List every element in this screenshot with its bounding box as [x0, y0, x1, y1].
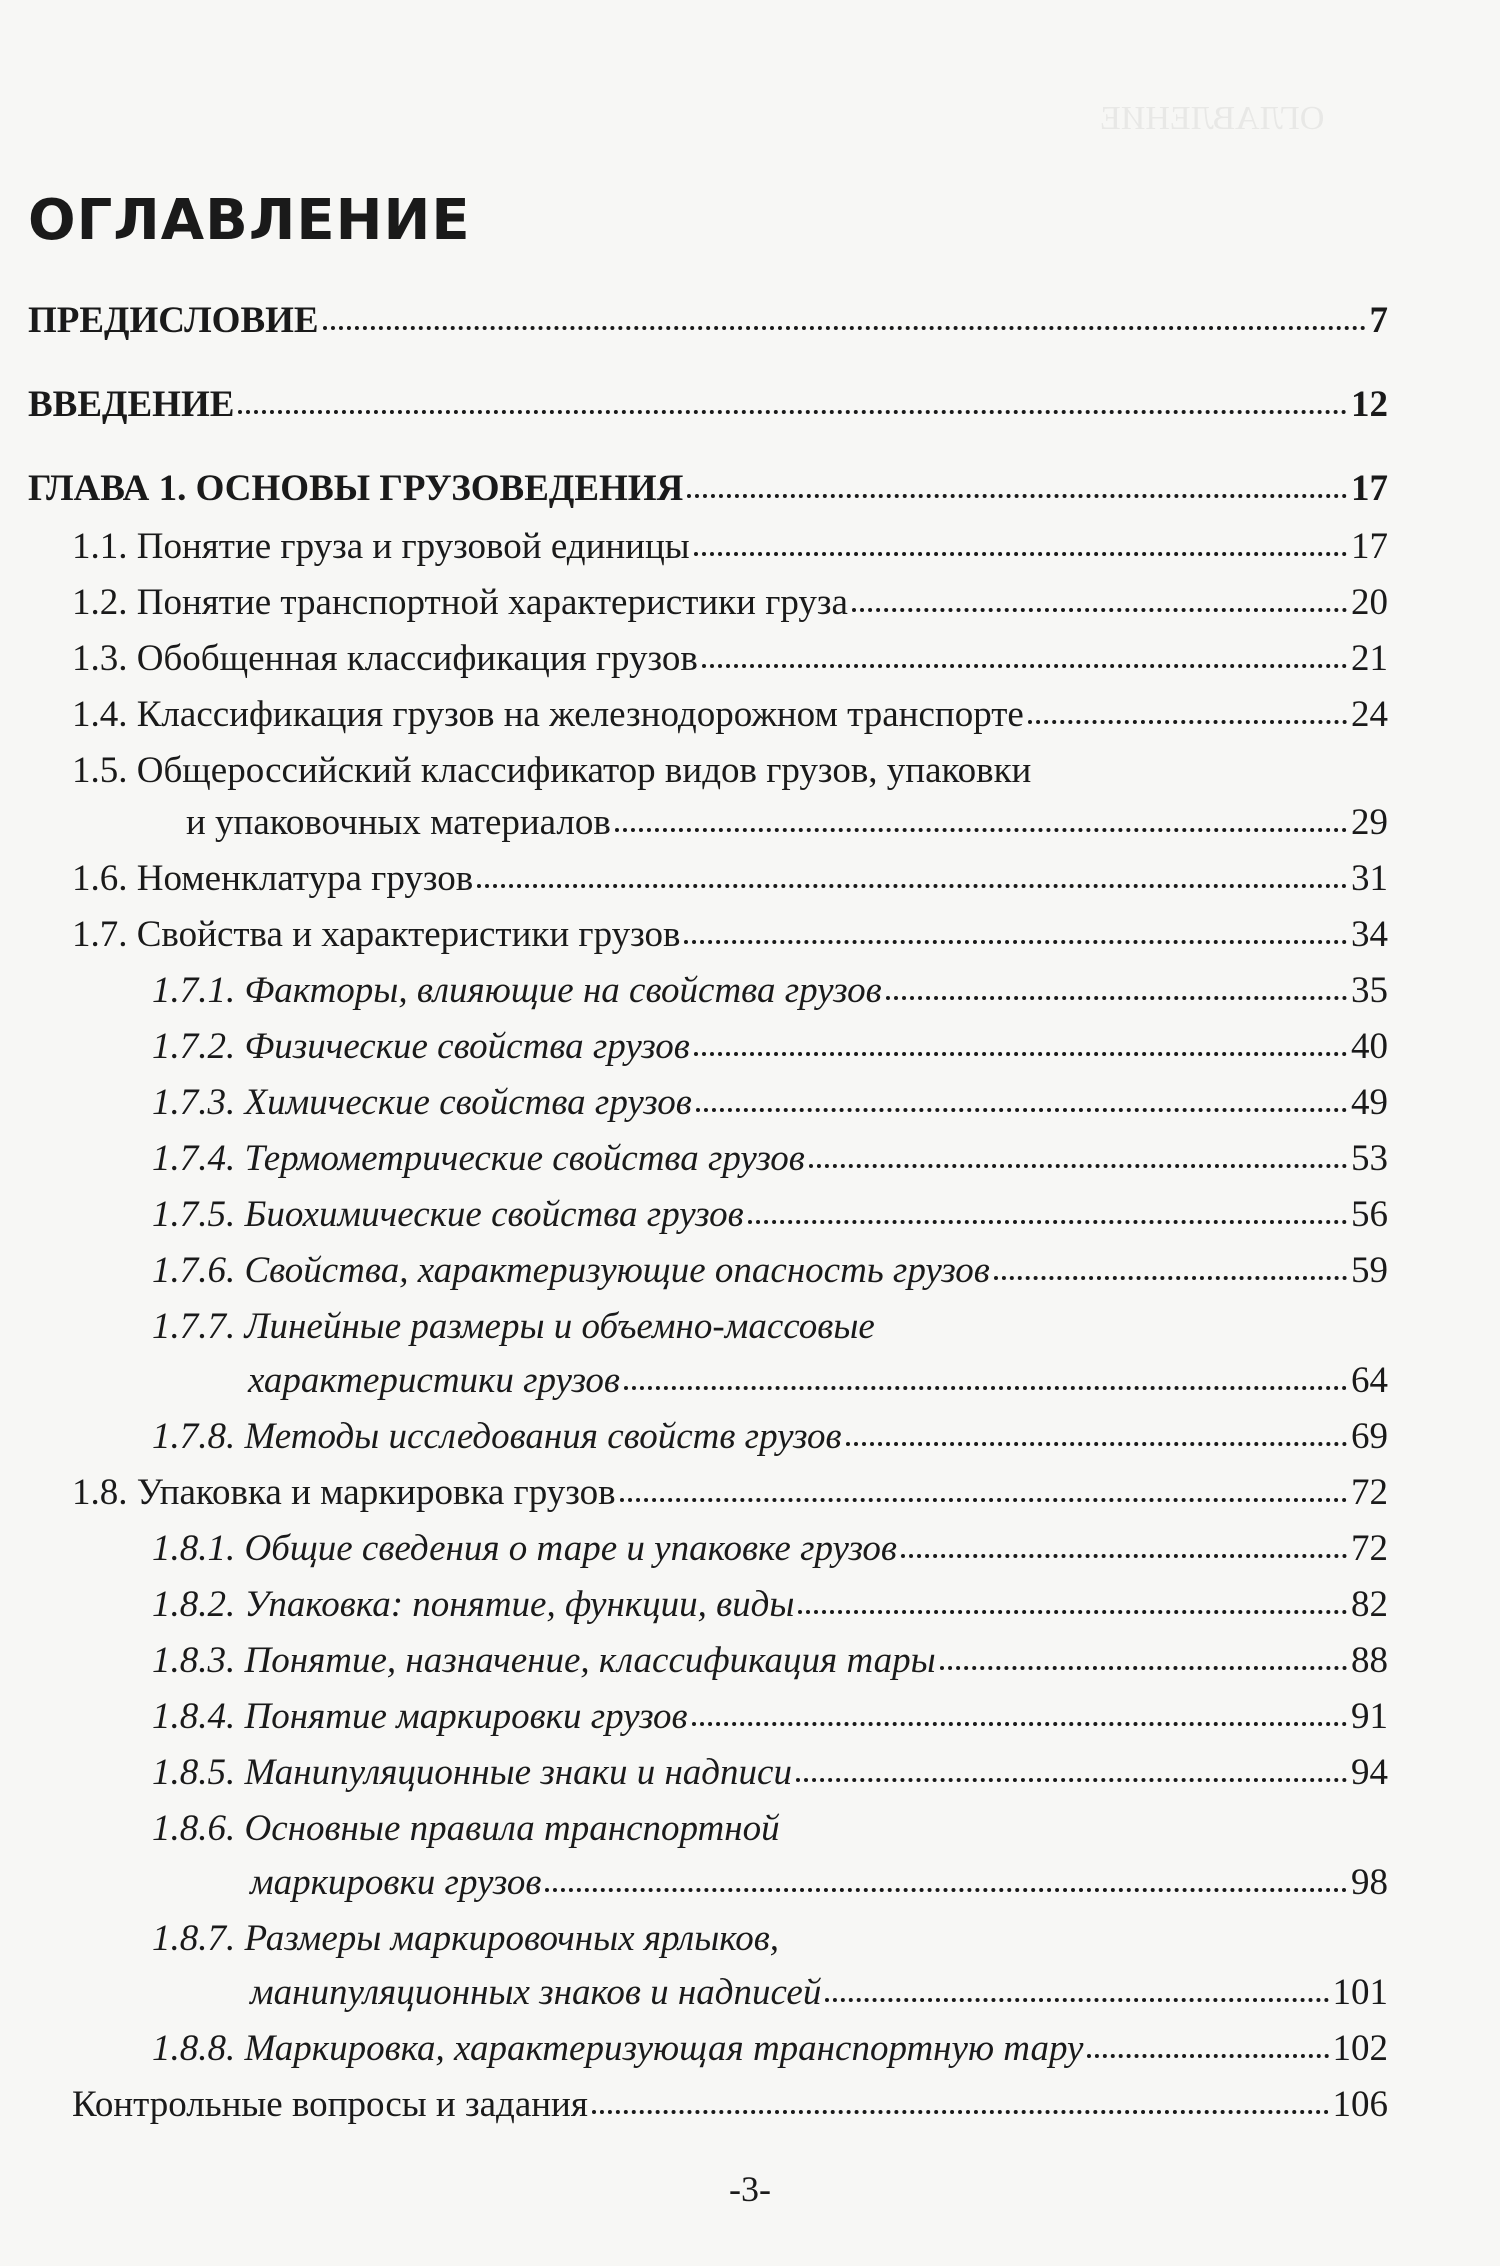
toc-entry-page: 31 — [1351, 858, 1388, 899]
toc-entry-page: 106 — [1332, 2084, 1388, 2125]
toc-entry[interactable] — [28, 302, 1388, 339]
toc-entry-title: 1.7.6. Свойства, характеризующие опасность грузов — [152, 1250, 990, 1291]
toc-entry-page: 98 — [1351, 1862, 1388, 1903]
toc-entry-page: 59 — [1351, 1250, 1388, 1291]
toc-entry-title-line1: 1.5. Общероссийский классификатор видов грузов, упаковки — [72, 750, 1032, 791]
toc-entry[interactable] — [152, 1084, 1388, 1121]
toc-entry-page: 35 — [1351, 970, 1388, 1011]
toc-entry[interactable] — [72, 528, 1388, 565]
toc-entry[interactable] — [72, 1474, 1388, 1511]
toc-entry-page: 82 — [1351, 1584, 1388, 1625]
dot-leader — [1028, 720, 1347, 724]
toc-entry[interactable] — [152, 1642, 1388, 1679]
toc-entry-page: 53 — [1351, 1138, 1388, 1179]
toc-entry[interactable] — [152, 1196, 1388, 1233]
toc-entry-title: 1.7.3. Химические свойства грузов — [152, 1082, 692, 1123]
toc-entry-title: маркировки грузов — [250, 1862, 542, 1903]
page-number: -3- — [729, 2169, 771, 2209]
toc-entry[interactable] — [28, 386, 1388, 423]
dot-leader — [809, 1164, 1347, 1168]
dot-leader — [798, 1610, 1347, 1614]
toc-entry[interactable] — [72, 860, 1388, 897]
toc-entry[interactable] — [152, 1418, 1388, 1455]
toc-entry-title: ВВЕДЕНИЕ — [28, 384, 235, 425]
toc-entry[interactable] — [248, 1362, 1388, 1399]
toc-entry[interactable] — [250, 1974, 1388, 2011]
dot-leader — [696, 1108, 1347, 1112]
toc-entry-title: манипуляционных знаков и надписей — [250, 1972, 822, 2013]
dot-leader — [852, 608, 1347, 612]
toc-entry-title: ГЛАВА 1. ОСНОВЫ ГРУЗОВЕДЕНИЯ — [28, 468, 684, 509]
toc-entry[interactable] — [152, 1252, 1388, 1289]
toc-entry[interactable] — [72, 584, 1388, 621]
toc-entry-page: 29 — [1351, 802, 1388, 843]
dot-leader — [615, 828, 1347, 832]
toc-entry-page: 12 — [1351, 384, 1388, 425]
toc-entry[interactable] — [72, 916, 1388, 953]
dot-leader — [687, 494, 1347, 498]
toc-entry-page: 72 — [1351, 1528, 1388, 1569]
toc-entry-page: 17 — [1351, 526, 1388, 567]
dot-leader — [796, 1778, 1347, 1782]
toc-entry[interactable] — [152, 1530, 1388, 1567]
toc-entry-title: 1.7.4. Термометрические свойства грузов — [152, 1138, 805, 1179]
toc-entry-title: 1.8.1. Общие сведения о таре и упаковке грузов — [152, 1528, 897, 1569]
dot-leader — [238, 410, 1347, 414]
toc-entry-title: 1.3. Обобщенная классификация грузов — [72, 638, 698, 679]
dot-leader — [748, 1220, 1347, 1224]
toc-entry-title: 1.1. Понятие груза и грузовой единицы — [72, 526, 690, 567]
toc-entry-title: 1.8.5. Манипуляционные знаки и надписи — [152, 1752, 792, 1793]
toc-entry-title: 1.7.1. Факторы, влияющие на свойства грузов — [152, 970, 882, 1011]
toc-entry[interactable] — [152, 1028, 1388, 1065]
toc-entry-page: 17 — [1351, 468, 1388, 509]
toc-entry[interactable] — [186, 804, 1388, 841]
dot-leader — [620, 1498, 1347, 1502]
toc-entry-page: 7 — [1369, 300, 1388, 341]
toc-entry-title: 1.4. Классификация грузов на железнодорожном транспорте — [72, 694, 1024, 735]
toc-entry-page: 102 — [1332, 2028, 1388, 2069]
dot-leader — [477, 884, 1347, 888]
toc-entry-title: 1.2. Понятие транспортной характеристики груза — [72, 582, 848, 623]
toc-entry-page: 91 — [1351, 1696, 1388, 1737]
toc-entry-page: 72 — [1351, 1472, 1388, 1513]
dot-leader — [624, 1386, 1347, 1390]
bleed-through-text: ОГЛАВЛЕНИЕ — [1100, 100, 1325, 137]
dot-leader — [702, 664, 1347, 668]
toc-entry[interactable] — [72, 640, 1388, 677]
toc-entry[interactable] — [152, 1586, 1388, 1623]
dot-leader — [323, 326, 1366, 330]
dot-leader — [694, 1052, 1347, 1056]
toc-entry-title: 1.7.8. Методы исследования свойств грузов — [152, 1416, 842, 1457]
dot-leader — [545, 1888, 1347, 1892]
toc-entry-title: и упаковочных материалов — [186, 802, 611, 843]
toc-entry-title: 1.7. Свойства и характеристики грузов — [72, 914, 681, 955]
toc-entry-title: 1.8. Упаковка и маркировка грузов — [72, 1472, 616, 1513]
dot-leader — [994, 1276, 1347, 1280]
toc-entry-page: 21 — [1351, 638, 1388, 679]
toc-entry-page: 56 — [1351, 1194, 1388, 1235]
toc-entry-title: 1.7.5. Биохимические свойства грузов — [152, 1194, 744, 1235]
toc-entry-title: 1.6. Номенклатура грузов — [72, 858, 474, 899]
toc-entry-page: 34 — [1351, 914, 1388, 955]
toc-entry-title: 1.8.4. Понятие маркировки грузов — [152, 1696, 688, 1737]
toc-entry-page: 88 — [1351, 1640, 1388, 1681]
toc-entry[interactable] — [28, 470, 1388, 507]
dot-leader — [684, 940, 1347, 944]
toc-entry-title-line1: 1.7.7. Линейные размеры и объемно-массовые — [152, 1306, 875, 1347]
toc-entry[interactable] — [152, 2030, 1388, 2067]
toc-entry-title: 1.7.2. Физические свойства грузов — [152, 1026, 690, 1067]
dot-leader — [940, 1666, 1347, 1670]
toc-entry-page: 64 — [1351, 1360, 1388, 1401]
dot-leader — [692, 1722, 1347, 1726]
dot-leader — [886, 996, 1347, 1000]
toc-entry[interactable] — [250, 1864, 1388, 1901]
toc-entry[interactable] — [72, 2086, 1388, 2123]
toc-entry-title: 1.8.3. Понятие, назначение, классификация тары — [152, 1640, 936, 1681]
toc-entry-page: 24 — [1351, 694, 1388, 735]
toc-entry-title: 1.8.8. Маркировка, характеризующая транспортную тару — [152, 2028, 1084, 2069]
toc-entry-title: 1.8.2. Упаковка: понятие, функции, виды — [152, 1584, 795, 1625]
toc-entry-title: характеристики грузов — [248, 1360, 620, 1401]
toc-entry-page: 49 — [1351, 1082, 1388, 1123]
toc-entry-title-line1: 1.8.7. Размеры маркировочных ярлыков, — [152, 1918, 780, 1959]
toc-entry[interactable] — [152, 972, 1388, 1009]
dot-leader — [825, 1998, 1328, 2002]
dot-leader — [1087, 2054, 1328, 2058]
toc-entry[interactable] — [72, 696, 1388, 733]
toc-entry-page: 69 — [1351, 1416, 1388, 1457]
dot-leader — [592, 2110, 1329, 2114]
toc-entry-page: 20 — [1351, 582, 1388, 623]
toc-entry-page: 94 — [1351, 1752, 1388, 1793]
toc-entry-page: 40 — [1351, 1026, 1388, 1067]
toc-entry[interactable] — [152, 1754, 1388, 1791]
toc-entry-title-line1: 1.8.6. Основные правила транспортной — [152, 1808, 780, 1849]
dot-leader — [846, 1442, 1347, 1446]
dot-leader — [901, 1554, 1347, 1558]
page-title: ОГЛАВЛЕНИЕ — [28, 188, 471, 253]
toc-entry-page: 101 — [1332, 1972, 1388, 2013]
toc-entry-title: ПРЕДИСЛОВИЕ — [28, 300, 319, 341]
toc-entry-title: Контрольные вопросы и задания — [72, 2084, 588, 2125]
toc-entry[interactable] — [152, 1698, 1388, 1735]
toc-entry[interactable] — [152, 1140, 1388, 1177]
dot-leader — [694, 552, 1347, 556]
